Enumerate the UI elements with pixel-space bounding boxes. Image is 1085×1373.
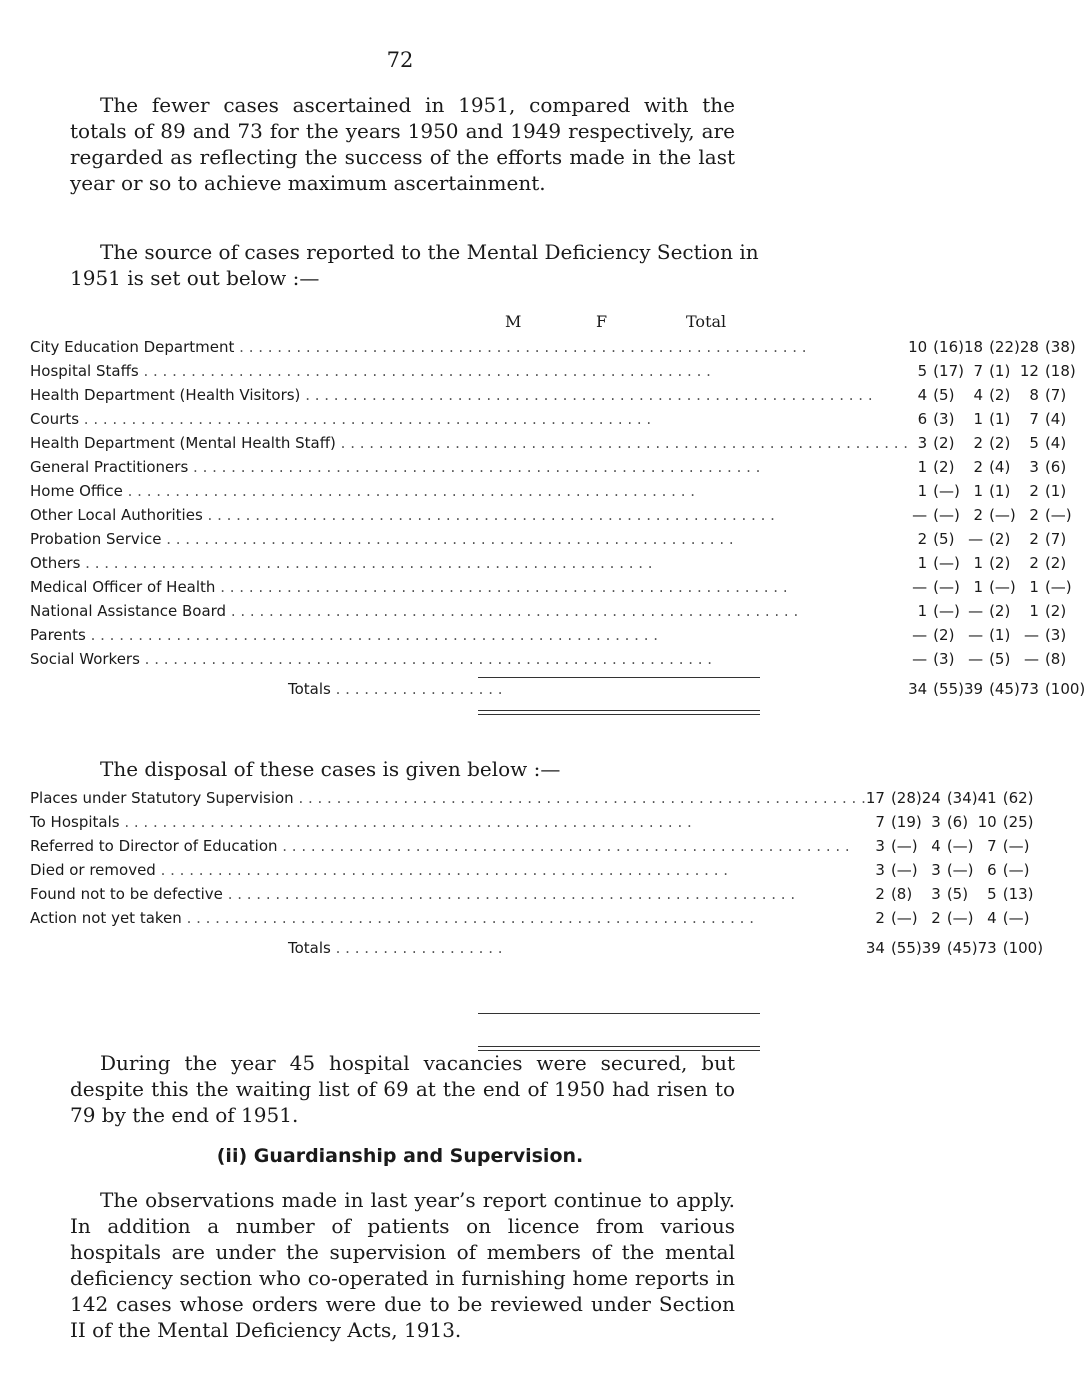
- cell-tp: (6): [1044, 458, 1067, 476]
- cell-m: 1: [917, 602, 928, 620]
- total-f: 39: [963, 680, 984, 698]
- table-row: Places under Statutory Supervision . . . . . . . . . . . . . . . . . . . . . . . . . . . . . . . . . . . . . . . . . . . . . . . . . . . . . . . . . . . . 17 (28) 24 (34) 41 (62): [30, 786, 1043, 810]
- cell-mp: (3): [933, 650, 955, 668]
- cell-m: —: [912, 578, 928, 596]
- cell-fp: (2): [989, 554, 1011, 572]
- cell-tp: (—): [1044, 578, 1072, 596]
- column-header-female: F: [596, 312, 608, 331]
- cell-mp: (8): [890, 885, 913, 903]
- cell-m: 3: [875, 861, 885, 879]
- cell-t: 8: [1029, 386, 1039, 404]
- total-mp: (55): [890, 939, 922, 957]
- table-row: Medical Officer of Health . . . . . . . . . . . . . . . . . . . . . . . . . . . . . . . . . . . . . . . . . . . . . . . . . . . . . . . . . . . . — (—) 1 (—) 1 (—): [30, 575, 1085, 599]
- cell-t: 28: [1019, 338, 1039, 356]
- cell-t: 5: [987, 885, 997, 903]
- cell-tp: (7): [1044, 530, 1067, 548]
- cell-m: 10: [908, 338, 928, 356]
- cell-m: 1: [917, 554, 928, 572]
- cell-mp: (28): [890, 789, 922, 807]
- paragraph-ascertainment: The fewer cases ascertained in 1951, compared with the totals of 89 and 73 for the years 1950 and 1949 respectively, are regarded as reflecting the success of the efforts made in the last year or so to achieve maximum ascertainment.: [70, 93, 735, 195]
- total-tp: (100): [1044, 680, 1085, 698]
- cell-fp: (—): [989, 578, 1016, 596]
- cell-tp: (4): [1044, 434, 1067, 452]
- disposal-totals-rule-top: [478, 1013, 760, 1014]
- table-row: Health Department (Health Visitors) . . . . . . . . . . . . . . . . . . . . . . . . . . . . . . . . . . . . . . . . . . . . . . . . . . . . . . . . . . . . 4 (5) 4 (2) 8 (7): [30, 383, 1085, 407]
- table-row: National Assistance Board . . . . . . . . . . . . . . . . . . . . . . . . . . . . . . . . . . . . . . . . . . . . . . . . . . . . . . . . . . . . 1 (—) — (2) 1 (2): [30, 599, 1085, 623]
- table-row: Hospital Staffs . . . . . . . . . . . . . . . . . . . . . . . . . . . . . . . . . . . . . . . . . . . . . . . . . . . . . . . . . . . . 5 (17) 7 (1) 12 (18): [30, 359, 1085, 383]
- total-f: 39: [921, 939, 941, 957]
- paragraph-guardianship: The observations made in last year’s report continue to apply. In addition a number of patients on licence from various hospitals are under the supervision of members of the mental deficiency section who co-operated in furnishing home reports in 142 cases whose orders were due to be reviewed under Section II of the Mental Deficiency Acts, 1913.: [70, 1188, 735, 1342]
- cell-f: 4: [931, 837, 941, 855]
- sources-intro-line2: 1951 is set out below :—: [70, 266, 320, 290]
- cell-f: —: [968, 626, 984, 644]
- cell-f: 24: [921, 789, 941, 807]
- cell-fp: (5): [946, 885, 969, 903]
- table-row: General Practitioners . . . . . . . . . . . . . . . . . . . . . . . . . . . . . . . . . . . . . . . . . . . . . . . . . . . . . . . . . . . . 1 (2) 2 (4) 3 (6): [30, 455, 1085, 479]
- cell-t: 3: [1029, 458, 1039, 476]
- cell-tp: (—): [1002, 837, 1030, 855]
- cell-m: 5: [917, 362, 928, 380]
- cell-tp: (7): [1044, 386, 1067, 404]
- table-row: Found not to be defective . . . . . . . . . . . . . . . . . . . . . . . . . . . . . . . . . . . . . . . . . . . . . . . . . . . . . . . . . . . . 2 (8) 3 (5) 5 (13): [30, 882, 1043, 906]
- total-t: 73: [977, 939, 997, 957]
- cell-f: 1: [973, 578, 984, 596]
- cell-f: —: [968, 530, 984, 548]
- cell-m: —: [912, 506, 928, 524]
- cell-tp: (18): [1044, 362, 1076, 380]
- cell-tp: (38): [1044, 338, 1076, 356]
- disposal-intro: The disposal of these cases is given below :—: [100, 757, 561, 781]
- cell-fp: (4): [989, 458, 1011, 476]
- row-label: Courts: [30, 410, 80, 428]
- cell-t: 6: [987, 861, 997, 879]
- cell-tp: (62): [1002, 789, 1034, 807]
- row-label: Others: [30, 554, 81, 572]
- total-fp: (45): [989, 680, 1020, 698]
- table-row: Parents . . . . . . . . . . . . . . . . . . . . . . . . . . . . . . . . . . . . . . . . . . . . . . . . . . . . . . . . . . . . — (2) — (1) — (3): [30, 623, 1085, 647]
- totals-label: Totals: [288, 680, 331, 698]
- cell-t: 7: [987, 837, 997, 855]
- total-tp: (100): [1002, 939, 1044, 957]
- table-row: Social Workers . . . . . . . . . . . . . . . . . . . . . . . . . . . . . . . . . . . . . . . . . . . . . . . . . . . . . . . . . . . . — (3) — (5) — (8): [30, 647, 1085, 671]
- cell-mp: (17): [933, 362, 964, 380]
- cell-f: 1: [973, 410, 984, 428]
- row-label: Health Department (Mental Health Staff): [30, 434, 336, 452]
- total-fp: (45): [946, 939, 978, 957]
- cell-fp: (1): [989, 362, 1011, 380]
- cell-f: 2: [973, 434, 984, 452]
- cell-t: 4: [987, 909, 997, 927]
- cell-tp: (2): [1044, 554, 1067, 572]
- cell-f: —: [968, 602, 984, 620]
- total-m: 34: [908, 680, 928, 698]
- cell-f: 3: [931, 885, 941, 903]
- cell-t: 2: [1029, 530, 1039, 548]
- cell-m: 7: [875, 813, 885, 831]
- cell-m: 1: [917, 458, 928, 476]
- disposal-totals-rule-bottom: [478, 1046, 760, 1051]
- cell-tp: (1): [1044, 482, 1067, 500]
- cell-tp: (3): [1044, 626, 1067, 644]
- cell-t: 1: [1029, 578, 1039, 596]
- totals-label: Totals: [288, 939, 331, 957]
- cell-tp: (—): [1002, 861, 1030, 879]
- cell-fp: (2): [989, 386, 1011, 404]
- table-row: Others . . . . . . . . . . . . . . . . . . . . . . . . . . . . . . . . . . . . . . . . . . . . . . . . . . . . . . . . . . . . 1 (—) 1 (2) 2 (2): [30, 551, 1085, 575]
- row-label: Health Department (Health Visitors): [30, 386, 301, 404]
- table-row: Died or removed . . . . . . . . . . . . . . . . . . . . . . . . . . . . . . . . . . . . . . . . . . . . . . . . . . . . . . . . . . . . 3 (—) 3 (—) 6 (—): [30, 858, 1043, 882]
- cell-fp: (2): [989, 530, 1011, 548]
- cell-t: 10: [977, 813, 997, 831]
- cell-mp: (—): [890, 861, 918, 879]
- cell-m: —: [912, 650, 928, 668]
- sources-intro-line1: The source of cases reported to the Mental Deficiency Section in: [100, 240, 759, 264]
- cell-fp: (22): [989, 338, 1020, 356]
- totals-rule-bottom: [478, 710, 760, 715]
- cell-f: 4: [973, 386, 984, 404]
- cell-t: 2: [1029, 554, 1039, 572]
- cell-fp: (2): [989, 434, 1011, 452]
- table-row: Referred to Director of Education . . . . . . . . . . . . . . . . . . . . . . . . . . . . . . . . . . . . . . . . . . . . . . . . . . . . . . . . . . . . 3 (—) 4 (—) 7 (—): [30, 834, 1043, 858]
- row-label: Referred to Director of Education: [30, 837, 278, 855]
- table-row: Other Local Authorities . . . . . . . . . . . . . . . . . . . . . . . . . . . . . . . . . . . . . . . . . . . . . . . . . . . . . . . . . . . . — (—) 2 (—) 2 (—): [30, 503, 1085, 527]
- cell-m: —: [912, 626, 928, 644]
- paragraph-hospital-vacancies: During the year 45 hospital vacancies were secured, but despite this the waiting list of 69 at the end of 1950 had risen to 79 by the end of 1951.: [70, 1051, 735, 1127]
- row-label: National Assistance Board: [30, 602, 227, 620]
- cell-t: 2: [1029, 482, 1039, 500]
- row-label: Medical Officer of Health: [30, 578, 216, 596]
- row-label: Social Workers: [30, 650, 140, 668]
- cell-fp: (—): [946, 861, 974, 879]
- table-row: Home Office . . . . . . . . . . . . . . . . . . . . . . . . . . . . . . . . . . . . . . . . . . . . . . . . . . . . . . . . . . . . 1 (—) 1 (1) 2 (1): [30, 479, 1085, 503]
- table-row: Courts . . . . . . . . . . . . . . . . . . . . . . . . . . . . . . . . . . . . . . . . . . . . . . . . . . . . . . . . . . . . 6 (3) 1 (1) 7 (4): [30, 407, 1085, 431]
- row-label: Probation Service: [30, 530, 162, 548]
- cell-tp: (25): [1002, 813, 1034, 831]
- sources-table: [30, 335, 1085, 701]
- cell-f: 2: [973, 458, 984, 476]
- cell-tp: (—): [1002, 909, 1030, 927]
- cell-mp: (—): [933, 506, 960, 524]
- cell-mp: (19): [890, 813, 922, 831]
- cell-f: 1: [973, 482, 984, 500]
- table-row: Probation Service . . . . . . . . . . . . . . . . . . . . . . . . . . . . . . . . . . . . . . . . . . . . . . . . . . . . . . . . . . . . 2 (5) — (2) 2 (7): [30, 527, 1085, 551]
- cell-f: 3: [931, 813, 941, 831]
- cell-tp: (—): [1044, 506, 1072, 524]
- table-row: Health Department (Mental Health Staff) . . . . . . . . . . . . . . . . . . . . . . . . . . . . . . . . . . . . . . . . . . . . . . . . . . . . . . . . . . . . 3 (2) 2 (2) 5 (4): [30, 431, 1085, 455]
- cell-t: 5: [1029, 434, 1039, 452]
- row-label: Died or removed: [30, 861, 156, 879]
- cell-mp: (—): [933, 578, 960, 596]
- page-number: 72: [386, 48, 414, 72]
- cell-fp: (1): [989, 626, 1011, 644]
- cell-m: 17: [865, 789, 885, 807]
- cell-tp: (13): [1002, 885, 1034, 903]
- cell-mp: (5): [933, 530, 955, 548]
- cell-mp: (16): [933, 338, 964, 356]
- cell-mp: (—): [890, 837, 918, 855]
- cell-mp: (—): [933, 554, 960, 572]
- cell-mp: (—): [933, 602, 960, 620]
- disposal-table: [30, 786, 1043, 960]
- totals-row: Totals . . . . . . . . . . . . . . . . . . 34 (55) 39 (45) 73 (100): [30, 930, 1043, 960]
- table-row: Action not yet taken . . . . . . . . . . . . . . . . . . . . . . . . . . . . . . . . . . . . . . . . . . . . . . . . . . . . . . . . . . . . 2 (—) 2 (—) 4 (—): [30, 906, 1043, 930]
- cell-tp: (2): [1044, 602, 1067, 620]
- cell-t: 41: [977, 789, 997, 807]
- cell-t: 12: [1019, 362, 1039, 380]
- row-label: Other Local Authorities: [30, 506, 203, 524]
- cell-m: 2: [875, 885, 885, 903]
- cell-m: 6: [917, 410, 928, 428]
- row-label: General Practitioners: [30, 458, 189, 476]
- column-header-total: Total: [686, 312, 727, 331]
- cell-f: 3: [931, 861, 941, 879]
- cell-mp: (—): [890, 909, 918, 927]
- cell-mp: (2): [933, 434, 955, 452]
- cell-mp: (2): [933, 458, 955, 476]
- cell-f: 1: [973, 554, 984, 572]
- cell-m: 1: [917, 482, 928, 500]
- cell-f: —: [968, 650, 984, 668]
- cell-fp: (—): [946, 909, 974, 927]
- cell-t: 2: [1029, 506, 1039, 524]
- cell-t: —: [1023, 626, 1039, 644]
- row-label: Home Office: [30, 482, 123, 500]
- cell-fp: (34): [946, 789, 978, 807]
- section-heading: (ii) Guardianship and Supervision.: [216, 1145, 584, 1167]
- row-label: City Education Department: [30, 338, 235, 356]
- table-row: To Hospitals . . . . . . . . . . . . . . . . . . . . . . . . . . . . . . . . . . . . . . . . . . . . . . . . . . . . . . . . . . . . 7 (19) 3 (6) 10 (25): [30, 810, 1043, 834]
- total-t: 73: [1019, 680, 1039, 698]
- cell-tp: (4): [1044, 410, 1067, 428]
- cell-fp: (2): [989, 602, 1011, 620]
- cell-m: 3: [917, 434, 928, 452]
- row-label: Places under Statutory Supervision: [30, 789, 294, 807]
- cell-fp: (—): [946, 837, 974, 855]
- total-m: 34: [865, 939, 885, 957]
- cell-m: 2: [875, 909, 885, 927]
- cell-t: 1: [1029, 602, 1039, 620]
- cell-mp: (2): [933, 626, 955, 644]
- row-label: To Hospitals: [30, 813, 120, 831]
- cell-t: —: [1023, 650, 1039, 668]
- row-label: Parents: [30, 626, 86, 644]
- cell-fp: (5): [989, 650, 1011, 668]
- cell-t: 7: [1029, 410, 1039, 428]
- cell-f: 18: [963, 338, 984, 356]
- cell-tp: (8): [1044, 650, 1067, 668]
- cell-mp: (5): [933, 386, 955, 404]
- column-header-male: M: [505, 312, 522, 331]
- table-row: City Education Department . . . . . . . . . . . . . . . . . . . . . . . . . . . . . . . . . . . . . . . . . . . . . . . . . . . . . . . . . . . . 10 (16) 18 (22) 28 (38): [30, 335, 1085, 359]
- cell-f: 2: [973, 506, 984, 524]
- cell-m: 2: [917, 530, 928, 548]
- row-label: Hospital Staffs: [30, 362, 139, 380]
- row-label: Action not yet taken: [30, 909, 182, 927]
- total-mp: (55): [933, 680, 964, 698]
- cell-fp: (1): [989, 482, 1011, 500]
- cell-f: 2: [931, 909, 941, 927]
- cell-f: 7: [973, 362, 984, 380]
- totals-row: Totals . . . . . . . . . . . . . . . . . . 34 (55) 39 (45) 73 (100): [30, 671, 1085, 701]
- cell-fp: (1): [989, 410, 1011, 428]
- cell-mp: (3): [933, 410, 955, 428]
- cell-mp: (—): [933, 482, 960, 500]
- row-label: Found not to be defective: [30, 885, 223, 903]
- totals-rule-top: [478, 677, 760, 678]
- cell-fp: (—): [989, 506, 1016, 524]
- cell-fp: (6): [946, 813, 969, 831]
- cell-m: 4: [917, 386, 928, 404]
- cell-m: 3: [875, 837, 885, 855]
